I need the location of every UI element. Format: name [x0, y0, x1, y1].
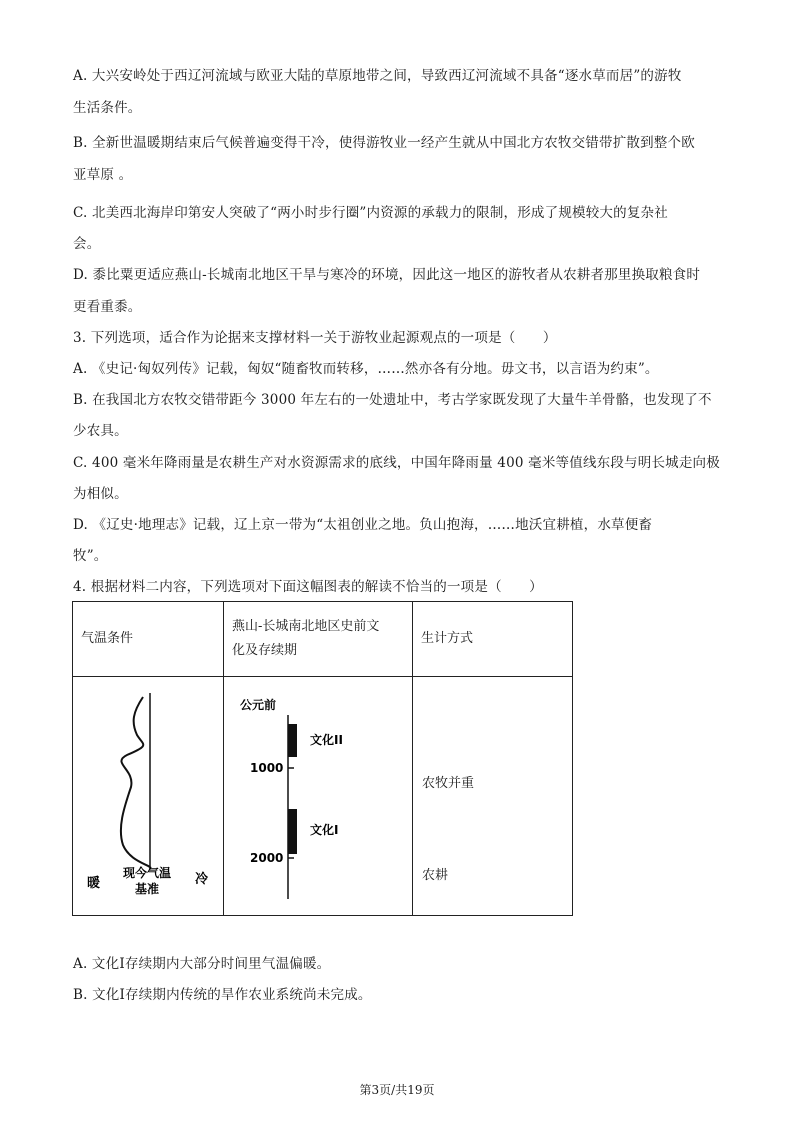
option-2d-line1: D. 黍比粟更适应燕山-长城南北地区干旱与寒冷的环境，因此这一地区的游牧者从农耕者那里换取粮食时: [73, 267, 701, 283]
livelihood-farming: 农耕: [422, 868, 449, 883]
question-3: 3. 下列选项，适合作为论据来支撑材料一关于游牧业起源观点的一项是（ ）: [73, 330, 557, 346]
option-2b-line1: B. 全新世温暖期结束后气候普遍变得干冷，使得游牧业一经产生就从中国北方农牧交错带扩散到整个欧: [73, 135, 695, 151]
header-culture-period: [224, 602, 413, 677]
option-2d-line2: 更看重黍。: [73, 299, 142, 315]
temperature-curve-chart: [73, 677, 223, 915]
culture-1-label: 文化I: [310, 823, 339, 837]
question-4: 4. 根据材料二内容，下列选项对下面这幅图表的解读不恰当的一项是（ ）: [73, 579, 543, 595]
option-3b-line2: 少农具。: [73, 423, 128, 439]
header-livelihood: 生计方式: [413, 602, 573, 677]
temperature-chart-cell: [73, 677, 224, 916]
option-3a: A. 《史记·匈奴列传》记载，匈奴“随畜牧而转移，……然亦各有分地。毋文书，以言语为约束”。: [73, 361, 659, 377]
option-3d-line2: 牧”。: [73, 548, 108, 564]
livelihood-cell: [413, 677, 573, 916]
timeline-cell: [224, 677, 413, 916]
option-4b: B. 文化Ⅰ存续期内传统的旱作农业系统尚未完成。: [73, 987, 372, 1003]
question-4-table: [72, 601, 573, 916]
option-3c-line2: 为相似。: [73, 486, 128, 502]
livelihood-mixed: 农牧并重: [422, 776, 475, 791]
timeline-top-label: 公元前: [240, 698, 277, 712]
option-2b-line2: 亚草原 。: [73, 167, 133, 183]
culture-1-bar: [288, 809, 297, 854]
culture-2-label: 文化II: [310, 733, 343, 747]
culture-timeline-chart: [224, 677, 412, 915]
option-2a-line1: A. 大兴安岭处于西辽河流域与欧亚大陆的草原地带之间，导致西辽河流域不具备“逐水草而居”的游牧: [73, 68, 682, 84]
culture-2-bar: [288, 724, 297, 757]
baseline-label-2: 基准: [135, 882, 160, 896]
cold-label: 冷: [195, 872, 209, 887]
page-footer: 第3页/共19页: [359, 1083, 435, 1097]
header-culture-period-line1: 燕山-长城南北地区史前文: [232, 619, 380, 634]
option-2c-line2: 会。: [73, 236, 101, 252]
option-3b-line1: B. 在我国北方农牧交错带距今 3000 年左右的一处遗址中，考古学家既发现了大量牛羊骨骼，也发现了不: [73, 392, 712, 408]
tick-label-1000: 1000: [250, 761, 284, 775]
header-culture-period-line2: 化及存续期: [232, 643, 298, 658]
header-temperature: 气温条件: [73, 602, 224, 677]
temperature-curve: [121, 697, 150, 867]
option-3d-line1: D. 《辽史·地理志》记载，辽上京一带为“太祖创业之地。负山抱海，……地沃宜耕植，水草便畜: [73, 517, 653, 533]
warm-label: 暖: [87, 876, 101, 891]
option-3c-line1: C. 400 毫米年降雨量是农耕生产对水资源需求的底线，中国年降雨量 400 毫米等值线东段与明长城走向极: [73, 455, 720, 471]
option-2a-line2: 生活条件。: [73, 100, 142, 116]
option-4a: A. 文化Ⅰ存续期内大部分时间里气温偏暖。: [73, 956, 331, 972]
tick-label-2000: 2000: [250, 851, 284, 865]
baseline-label-1: 现今气温: [123, 866, 172, 880]
option-2c-line1: C. 北美西北海岸印第安人突破了“两小时步行圈”内资源的承载力的限制，形成了规模较大的复杂社: [73, 205, 668, 221]
